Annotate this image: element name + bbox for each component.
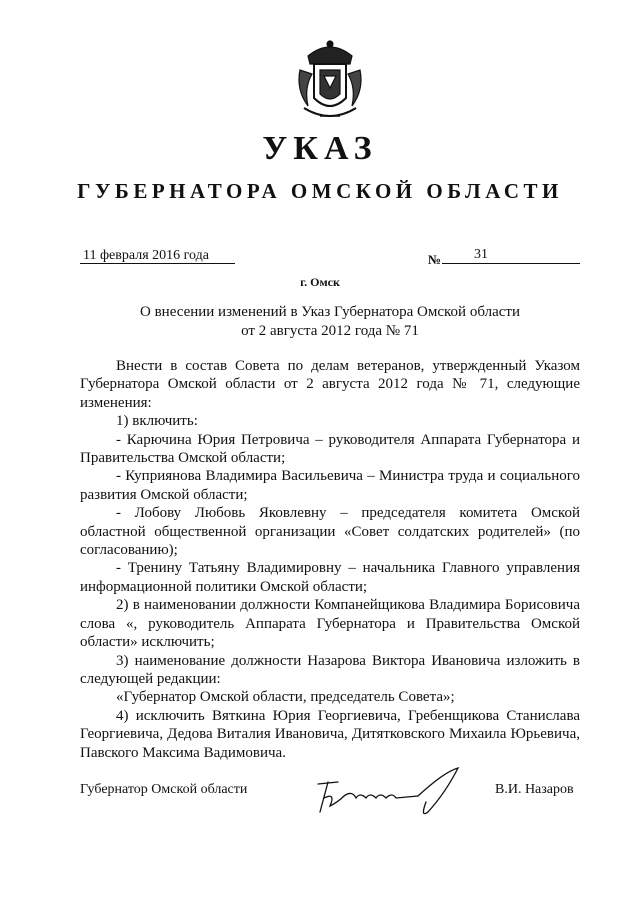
body-paragraph: 1) включить: xyxy=(116,413,198,430)
body-paragraph: «Губернатор Омской области, председатель Совета»; xyxy=(116,689,455,706)
document-number: 31 xyxy=(474,247,488,262)
date-underline xyxy=(80,263,235,264)
body-paragraph: Внести в состав Совета по делам ветеранов, утвержденный Указом Губернатора Омской области от 2 августа 2012 года № 71, следующие изменения: xyxy=(80,358,580,411)
signature-icon xyxy=(308,762,468,820)
document-date: 11 февраля 2016 года xyxy=(83,248,209,263)
body-paragraph: - Тренину Татьяну Владимировну – начальника Главного управления информационной политики Омской области; xyxy=(80,560,580,595)
document-subtitle: ГУБЕРНАТОРА ОМСКОЙ ОБЛАСТИ xyxy=(77,179,563,203)
body-paragraph: 3) наименование должности Назарова Виктора Ивановича изложить в следующей редакции: xyxy=(80,652,580,687)
subject-line: О внесении изменений в Указ Губернатора Омской области xyxy=(140,304,520,320)
subject-line: от 2 августа 2012 года № 71 xyxy=(241,323,419,339)
signatory-position: Губернатор Омской области xyxy=(80,782,248,797)
document-body xyxy=(80,357,580,762)
document-title: УКАЗ xyxy=(262,130,378,167)
signatory-name: В.И. Назаров xyxy=(495,782,574,797)
document-city: г. Омск xyxy=(300,275,340,289)
document-subject xyxy=(80,303,580,341)
number-label: № xyxy=(428,252,442,267)
body-paragraph: - Лобову Любовь Яковлевну – председателя комитета Омской областной общественной организации «Совет солдатских родителей» (по согласованию); xyxy=(80,505,580,559)
body-paragraph: 4) исключить Вяткина Юрия Георгиевича, Гребенщикова Станислава Георгиевича, Дедова Виталия Ивановича, Дитятковского Михаила Юрьевича, Павского Максима Вадимовича. xyxy=(80,707,580,761)
body-paragraph: 2) в наименовании должности Компанейщикова Владимира Борисовича слова «, руководитель Аппарата Губернатора и Правительства Омской области» исключить; xyxy=(80,597,580,651)
body-paragraph: - Куприянова Владимира Васильевича – Министра труда и социального развития Омской области; xyxy=(80,468,580,503)
coat-of-arms-icon xyxy=(294,34,366,122)
body-paragraph: - Карючина Юрия Петровича – руководителя Аппарата Губернатора и Правительства Омской области; xyxy=(80,431,580,467)
number-underline xyxy=(442,263,580,264)
